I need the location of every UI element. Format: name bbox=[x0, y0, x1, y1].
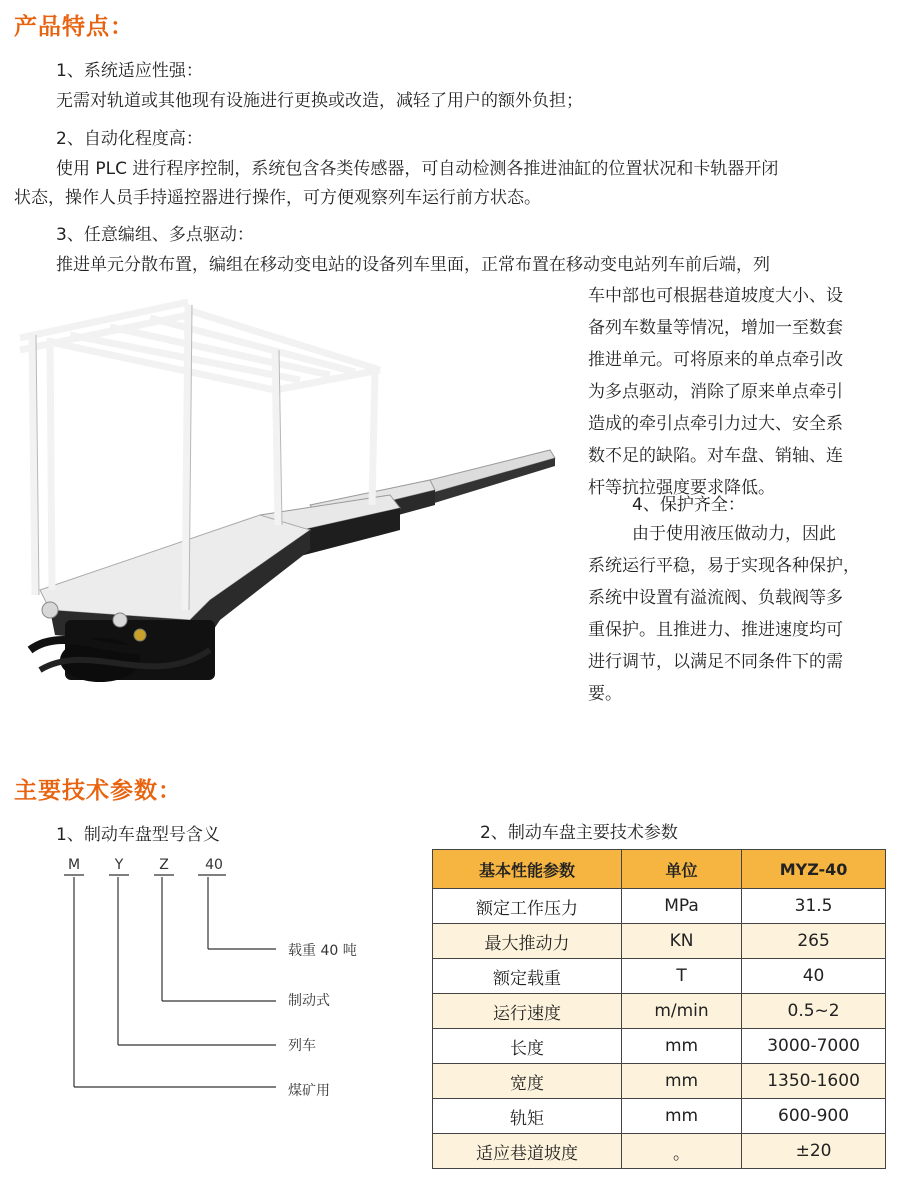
table-cell: 运行速度 bbox=[433, 994, 622, 1029]
model-letter-m: M bbox=[67, 857, 81, 873]
table-cell: KN bbox=[621, 924, 741, 959]
feature-4-line: 进行调节，以满足不同条件下的需 bbox=[588, 652, 843, 672]
table-heading: 2、制动车盘主要技术参数 bbox=[480, 823, 678, 843]
feature-1-heading: 1、系统适应性强： bbox=[56, 61, 203, 81]
model-label-coal-mine: 煤矿用 bbox=[288, 1083, 330, 1099]
features-title: 产品特点： bbox=[14, 14, 134, 40]
table-cell: ±20 bbox=[742, 1134, 886, 1169]
table-cell: 1350-1600 bbox=[742, 1064, 886, 1099]
feature-3-line: 为多点驱动，消除了原来单点牵引 bbox=[588, 382, 843, 402]
table-row bbox=[433, 889, 886, 924]
specs-title: 主要技术参数： bbox=[14, 778, 182, 804]
feature-3-text-line1: 推进单元分散布置，编组在移动变电站的设备列车里面，正常布置在移动变电站列车前后端，列 bbox=[56, 255, 770, 275]
model-letter-y: Y bbox=[114, 857, 124, 873]
model-label-brake: 制动式 bbox=[288, 993, 330, 1009]
table-header-cell: 基本性能参数 bbox=[433, 850, 622, 889]
table-cell: 宽度 bbox=[433, 1064, 622, 1099]
table-cell: 40 bbox=[742, 959, 886, 994]
feature-4-line: 系统中设置有溢流阀、负载阀等多 bbox=[588, 588, 843, 608]
table-row bbox=[433, 959, 886, 994]
table-cell: 265 bbox=[742, 924, 886, 959]
feature-1-text: 无需对轨道或其他现有设施进行更换或改造，减轻了用户的额外负担； bbox=[56, 91, 583, 111]
table-cell: 3000-7000 bbox=[742, 1029, 886, 1064]
table-cell: T bbox=[621, 959, 741, 994]
feature-3-line: 备列车数量等情况，增加一至数套 bbox=[588, 318, 843, 338]
feature-3-text-column bbox=[588, 280, 888, 504]
table-cell: 长度 bbox=[433, 1029, 622, 1064]
table-cell: 轨矩 bbox=[433, 1099, 622, 1134]
table-cell: 0.5~2 bbox=[742, 994, 886, 1029]
table-cell: m/min bbox=[621, 994, 741, 1029]
feature-3-line: 数不足的缺陷。对车盘、销轴、连 bbox=[588, 446, 843, 466]
model-meaning-heading: 1、制动车盘型号含义 bbox=[56, 825, 220, 845]
table-header-cell: 单位 bbox=[621, 850, 741, 889]
feature-2-heading: 2、自动化程度高： bbox=[56, 129, 203, 149]
table-cell: mm bbox=[621, 1099, 741, 1134]
spec-table bbox=[432, 849, 886, 1169]
model-letter-z: Z bbox=[159, 857, 169, 873]
feature-2-text-line1: 使用 PLC 进行程序控制，系统包含各类传感器，可自动检测各推进油缸的位置状况和卡轨器开闭 bbox=[56, 159, 779, 179]
table-row bbox=[433, 1064, 886, 1099]
feature-4-line: 系统运行平稳，易于实现各种保护， bbox=[588, 556, 860, 576]
feature-2-text-line2: 状态，操作人员手持遥控器进行操作，可方便观察列车运行前方状态。 bbox=[14, 188, 541, 208]
table-cell: 。 bbox=[621, 1134, 741, 1169]
table-cell: 适应巷道坡度 bbox=[433, 1134, 622, 1169]
feature-4-line: 要。 bbox=[588, 684, 622, 704]
table-row bbox=[433, 924, 886, 959]
feature-4-line: 重保护。且推进力、推进速度均可 bbox=[588, 620, 843, 640]
table-row bbox=[433, 994, 886, 1029]
table-cell: mm bbox=[621, 1029, 741, 1064]
model-label-load: 载重 40 吨 bbox=[288, 943, 357, 959]
table-cell: 600-900 bbox=[742, 1099, 886, 1134]
model-label-train: 列车 bbox=[288, 1038, 316, 1054]
feature-3-line: 推进单元。可将原来的单点牵引改 bbox=[588, 350, 843, 370]
model-decode-diagram bbox=[60, 855, 400, 1100]
table-header-row bbox=[433, 850, 886, 889]
model-number-40: 40 bbox=[205, 857, 223, 873]
feature-3-line: 杆等抗拉强度要求降低。 bbox=[588, 478, 775, 498]
table-row bbox=[433, 1134, 886, 1169]
feature-3-heading: 3、任意编组、多点驱动： bbox=[56, 225, 254, 245]
feature-4-text-column bbox=[588, 518, 888, 710]
table-cell: MPa bbox=[621, 889, 741, 924]
feature-4-heading: 4、保护齐全： bbox=[632, 495, 745, 515]
train-photo bbox=[10, 290, 570, 710]
table-cell: 最大推动力 bbox=[433, 924, 622, 959]
table-cell: 额定载重 bbox=[433, 959, 622, 994]
table-header-cell: MYZ-40 bbox=[742, 850, 886, 889]
table-row bbox=[433, 1099, 886, 1134]
feature-3-line: 车中部也可根据巷道坡度大小、设 bbox=[588, 286, 843, 306]
table-cell: mm bbox=[621, 1064, 741, 1099]
table-cell: 额定工作压力 bbox=[433, 889, 622, 924]
table-row bbox=[433, 1029, 886, 1064]
feature-4-line: 由于使用液压做动力，因此 bbox=[632, 524, 836, 544]
feature-3-line: 造成的牵引点牵引力过大、安全系 bbox=[588, 414, 843, 434]
table-cell: 31.5 bbox=[742, 889, 886, 924]
